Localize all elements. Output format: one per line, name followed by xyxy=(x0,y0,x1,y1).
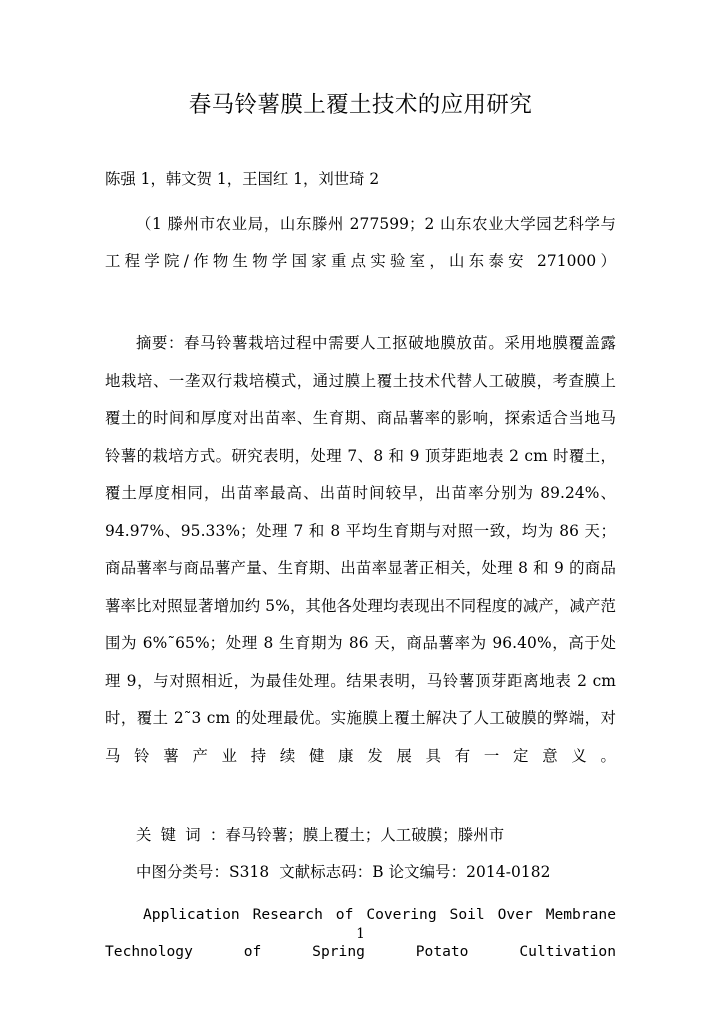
author-list: 陈强 1，韩文贺 1，王国红 1，刘世琦 2 xyxy=(105,170,380,188)
keywords-label: 关键词 xyxy=(136,825,210,844)
classification-line xyxy=(105,854,616,892)
clc-label: 中图分类号： xyxy=(136,863,229,881)
abstract-paragraph: 摘要：春马铃薯栽培过程中需要人工抠破地膜放苗。采用地膜覆盖露地栽培、一垄双行栽培模式，通过膜上覆土技术代替人工破膜，考查膜上覆土的时间和厚度对出苗率、生育期、商品薯率的影响，探索适合当地马铃薯的栽培方式。研究表明，处理 7、8 和 9 顶芽距地表 2 cm 时覆土，覆土厚度相同，出苗率最高、出苗时间较早，出苗率分别为 89.24%、94.97%、95.33%；处理 7 和 8 平均生育期与对照一致，均为 86 天；商品薯率与商品薯产量、生育期、出苗率显著正相关，处理 8 和 9 的商品薯率比对照显著增加约 5%，其他各处理均表现出不同程度的减产，减产范围为 6%˜65%；处理 8 生育期为 86 天，商品薯率为 96.40%，高于处理 9，与对照相近，为最佳处理。结果表明，马铃薯顶芽距离地表 2 cm 时，覆土 2˜3 cm 的处理最优。实施膜上覆土解决了人工破膜的弊端，对马铃薯产业持续健康发展具有一定意义。 xyxy=(105,334,616,765)
article-id-label: 论文编号： xyxy=(388,863,467,881)
affiliation-line: （1 滕州市农业局，山东滕州 277599；2 山东农业大学园艺科学与工程学院/作物生物学国家重点实验室，山东泰安 271000） xyxy=(105,214,616,270)
document-code-label: 文献标志码： xyxy=(279,863,373,881)
document-code-value: B xyxy=(372,863,384,881)
page-number: 1 xyxy=(356,926,365,942)
keywords-value: 春马铃薯；膜上覆土；人工破膜；滕州市 xyxy=(225,825,505,844)
keywords-line xyxy=(105,813,616,855)
clc-value: S318 xyxy=(228,863,270,881)
keywords-separator: ： xyxy=(209,825,226,844)
article-id-value: 2014-0182 xyxy=(466,863,551,881)
english-title: Application Research of Covering Soil Over Membrane Technology of Spring Potato Cultivation xyxy=(105,905,616,960)
page-title: 春马铃薯膜上覆土技术的应用研究 xyxy=(188,92,533,118)
